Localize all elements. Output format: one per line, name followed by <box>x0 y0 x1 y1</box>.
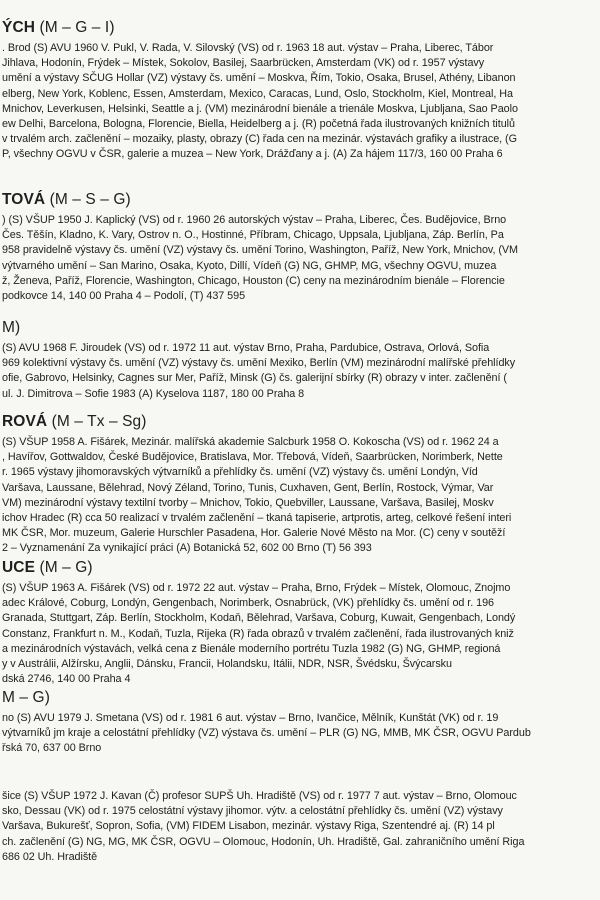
entry-line: šice (S) VŠUP 1972 J. Kavan (Č) profesor SUPŠ Uh. Hradiště (VS) od r. 1977 7 aut. výstav – Brno, Olomouc <box>2 790 517 802</box>
entry-name: UCE <box>2 559 36 576</box>
entry-1 <box>0 18 600 163</box>
entry-line: 686 02 Uh. Hradiště <box>2 850 98 863</box>
entry-line: (S) VŠUP 1958 A. Fišárek, Mezinár. malířská akademie Salcburk 1958 O. Kokoscha (VS) od r. 1962 24 a <box>2 436 499 448</box>
entry-body <box>0 581 600 687</box>
entry-3 <box>0 318 600 402</box>
entry-name: TOVÁ <box>2 191 46 208</box>
entry-line: dská 2746, 140 00 Praha 4 <box>2 673 131 686</box>
entry-6 <box>0 688 600 757</box>
entry-line: P, všechny OGVU v ČSR, galerie a muzea – New York, Drážďany a j. (A) Za hájem 117/3, 160 00 Praha 6 <box>2 148 503 161</box>
entry-line: VM) mezinárodní výstavy textilní tvorby – Mnichov, Tokio, Quebviller, Laussane, Varšava, Basilej, Moskv <box>2 496 494 509</box>
entry-codes: (M – Tx – Sg) <box>47 413 147 430</box>
entry-7 <box>0 786 600 865</box>
entry-body <box>0 789 600 865</box>
entry-line: ichov Hradec (R) cca 50 realizací v trvalém začlenění – tkaná tapiserie, artprotis, arteg, celkové řešení interi <box>2 512 512 525</box>
entry-line: Constanz, Frankfurt n. M., Kodaň, Tuzla, Rijeka (R) řada obrazů v trvalém začlenění, řada ilustrovaných kniž <box>2 627 514 640</box>
entry-line: ch. začlenění (G) NG, MG, MK ČSR, OGVU – Olomouc, Hodonín, Uh. Hradiště, Gal. zahraničního umění Riga <box>2 835 525 848</box>
entry-line: 969 kolektivní výstavy čs. umění (VZ) výstavy čs. umění Mexiko, Berlín (VM) mezinárodní malířské přehlídky <box>2 357 516 370</box>
entry-codes: M – G) <box>2 689 50 706</box>
entry-line: podkovce 14, 140 00 Praha 4 – Podolí, (T) 437 595 <box>2 290 246 303</box>
entry-heading <box>0 18 600 38</box>
entry-line: v trvalém arch. začlenění – mozaiky, plasty, obrazy (C) řada cen na mezinár. výstavách grafiky a ilustrace, (G <box>2 133 517 146</box>
entry-line: Varšava, Laussane, Bělehrad, Nový Zéland, Torino, Tunis, Cuxhaven, Gent, Berlín, Rostock, Výmar, Var <box>2 481 494 494</box>
entry-heading <box>0 412 600 432</box>
entry-heading <box>0 558 600 578</box>
entry-line: a mezinárodních výstavách, velká cena z Bienále moderního portrétu Tuzla 1982 (G) NG, GHMP, regioná <box>2 642 501 655</box>
entry-codes: (M – S – G) <box>45 191 131 208</box>
entry-heading <box>0 688 600 708</box>
entry-4 <box>0 412 600 557</box>
entry-line: 958 pravidelně výstavy čs. umění (VZ) výstavy čs. umění Torino, Washington, Paříž, New York, Mnichov, (VM <box>2 244 519 257</box>
entry-2 <box>0 190 600 304</box>
entry-line: Granada, Stuttgart, Záp. Berlín, Stockholm, Kodaň, Bělehrad, Varšava, Coburg, Kuwait, Gengenbach, Londý <box>2 612 516 625</box>
entry-5 <box>0 558 600 687</box>
entry-line: ofie, Gabrovo, Helsinky, Cagnes sur Mer, Paříž, Minsk (G) čs. galerijní sbírky (R) obrazy v inter. začlenění ( <box>2 372 507 385</box>
entry-line: řská 70, 637 00 Brno <box>2 742 102 755</box>
entry-line: sko, Dessau (VK) od r. 1975 celostátní výstavy jihomor. výtv. a celostátní přehlídky čs. umění (VZ) výstavy <box>2 805 503 818</box>
entry-line: , Havířov, Gottwaldov, České Budějovice, Bratislava, Mor. Třebová, Vídeň, Saarbrücken, Norimberk, Nette <box>2 451 503 464</box>
entry-line: (S) AVU 1968 F. Jiroudek (VS) od r. 1972 11 aut. výstav Brno, Praha, Pardubice, Ostrava, Orlová, Sofia <box>2 342 490 354</box>
entry-heading <box>0 318 600 338</box>
entry-line: ew Delhi, Barcelona, Bologna, Florencie, Biella, Heidelberg a j. (R) početná řada ilustrovaných knižních titulů <box>2 118 515 131</box>
entry-line: výtvarného umění – San Marino, Osaka, Kyoto, Dillí, Vídeň (G) NG, GHMP, MG, všechny OGVU, muzea <box>2 259 497 272</box>
entry-line: Mnichov, Leverkusen, Helsinki, Seattle a j. (VM) mezinárodní bienále a trienále Moskva, Ljubljana, Sao Paolo <box>2 102 518 115</box>
entry-line: r. 1965 výstavy jihomoravských výtvarníků a přehlídky čs. umění (VZ) výstavy čs. umění Londýn, Víd <box>2 466 478 479</box>
entry-line: Jihlava, Hodonín, Frýdek – Místek, Sokolov, Basilej, Saarbrücken, Amsterdam (VK) od r. 1957 výstavy <box>2 57 485 70</box>
entry-line: Čes. Těšín, Kladno, K. Vary, Ostrov n. O., Hostinné, Příbram, Chicago, Uppsala, Ljubljana, Záp. Berlín, Pa <box>2 229 504 242</box>
entry-body <box>0 341 600 402</box>
entry-body <box>0 435 600 557</box>
entry-line: MK ČSR, Mor. muzeum, Galerie Hurschler Pasadena, Hor. Galerie Nové Město na Mor. (C) ceny v soutěží <box>2 527 506 540</box>
entry-name: ROVÁ <box>2 413 48 430</box>
entry-line: ž, Ženeva, Paříž, Florencie, Washington, Chicago, Houston (C) ceny na mezinárodním bienále – Florencie <box>2 274 505 287</box>
entry-line: . Brod (S) AVU 1960 V. Pukl, V. Rada, V. Silovský (VS) od r. 1963 18 aut. výstav – Praha, Liberec, Tábor <box>2 42 494 54</box>
entry-line: ) (S) VŠUP 1950 J. Kaplický (VS) od r. 1960 26 autorských výstav – Praha, Liberec, Čes. Budějovice, Brno <box>2 214 507 226</box>
entry-line: (S) VŠUP 1963 A. Fišárek (VS) od r. 1972 22 aut. výstav – Praha, Brno, Frýdek – Místek, Olomouc, Znojmo <box>2 582 511 594</box>
entry-body <box>0 711 600 757</box>
entry-codes: (M – G) <box>35 559 93 576</box>
entry-codes: M) <box>2 319 21 336</box>
entry-body <box>0 41 600 163</box>
entry-line: elberg, New York, Koblenc, Essen, Amsterdam, Mexico, Caracas, Lund, Oslo, Stockholm, Kiel, Montreal, Ha <box>2 87 513 100</box>
entry-line: ul. J. Dimitrova – Sofie 1983 (A) Kyselova 1187, 180 00 Praha 8 <box>2 387 305 400</box>
entry-line: adec Králové, Coburg, Londýn, Gengenbach, Norimberk, Osnabrück, (VK) přehlídky čs. umění od r. 196 <box>2 597 495 610</box>
entry-line: výtvarníků jm kraje a celostátní přehlídky (VZ) výstava čs. umění – PLR (G) NG, MMB, MK ČSR, OGVU Pardub <box>2 727 531 740</box>
entry-line: no (S) AVU 1979 J. Smetana (VS) od r. 1981 6 aut. výstav – Brno, Ivančice, Mělník, Kunštát (VK) od r. 19 <box>2 712 499 724</box>
entry-line: 2 – Vyznamenání Za vynikající práci (A) Botanická 52, 602 00 Brno (T) 56 393 <box>2 542 372 555</box>
entry-body <box>0 213 600 304</box>
entry-line: umění a výstavy SČUG Hollar (VZ) výstavy čs. umění – Moskva, Řím, Tokio, Osaka, Brusel, Athény, Libanon <box>2 72 516 85</box>
entry-line: Varšava, Bukurešť, Sopron, Sofia, (VM) FIDEM Lisabon, mezinár. výstavy Riga, Szentendré aj. (R) 14 pl <box>2 820 495 833</box>
entry-line: y v Austrálii, Alžírsku, Anglii, Dánsku, Francii, Holandsku, Itálii, NDR, NSR, Švédsku, Švýcarsku <box>2 658 452 671</box>
entry-name: ÝCH <box>2 19 36 36</box>
entry-codes: (M – G – I) <box>35 19 115 36</box>
entry-heading <box>0 190 600 210</box>
